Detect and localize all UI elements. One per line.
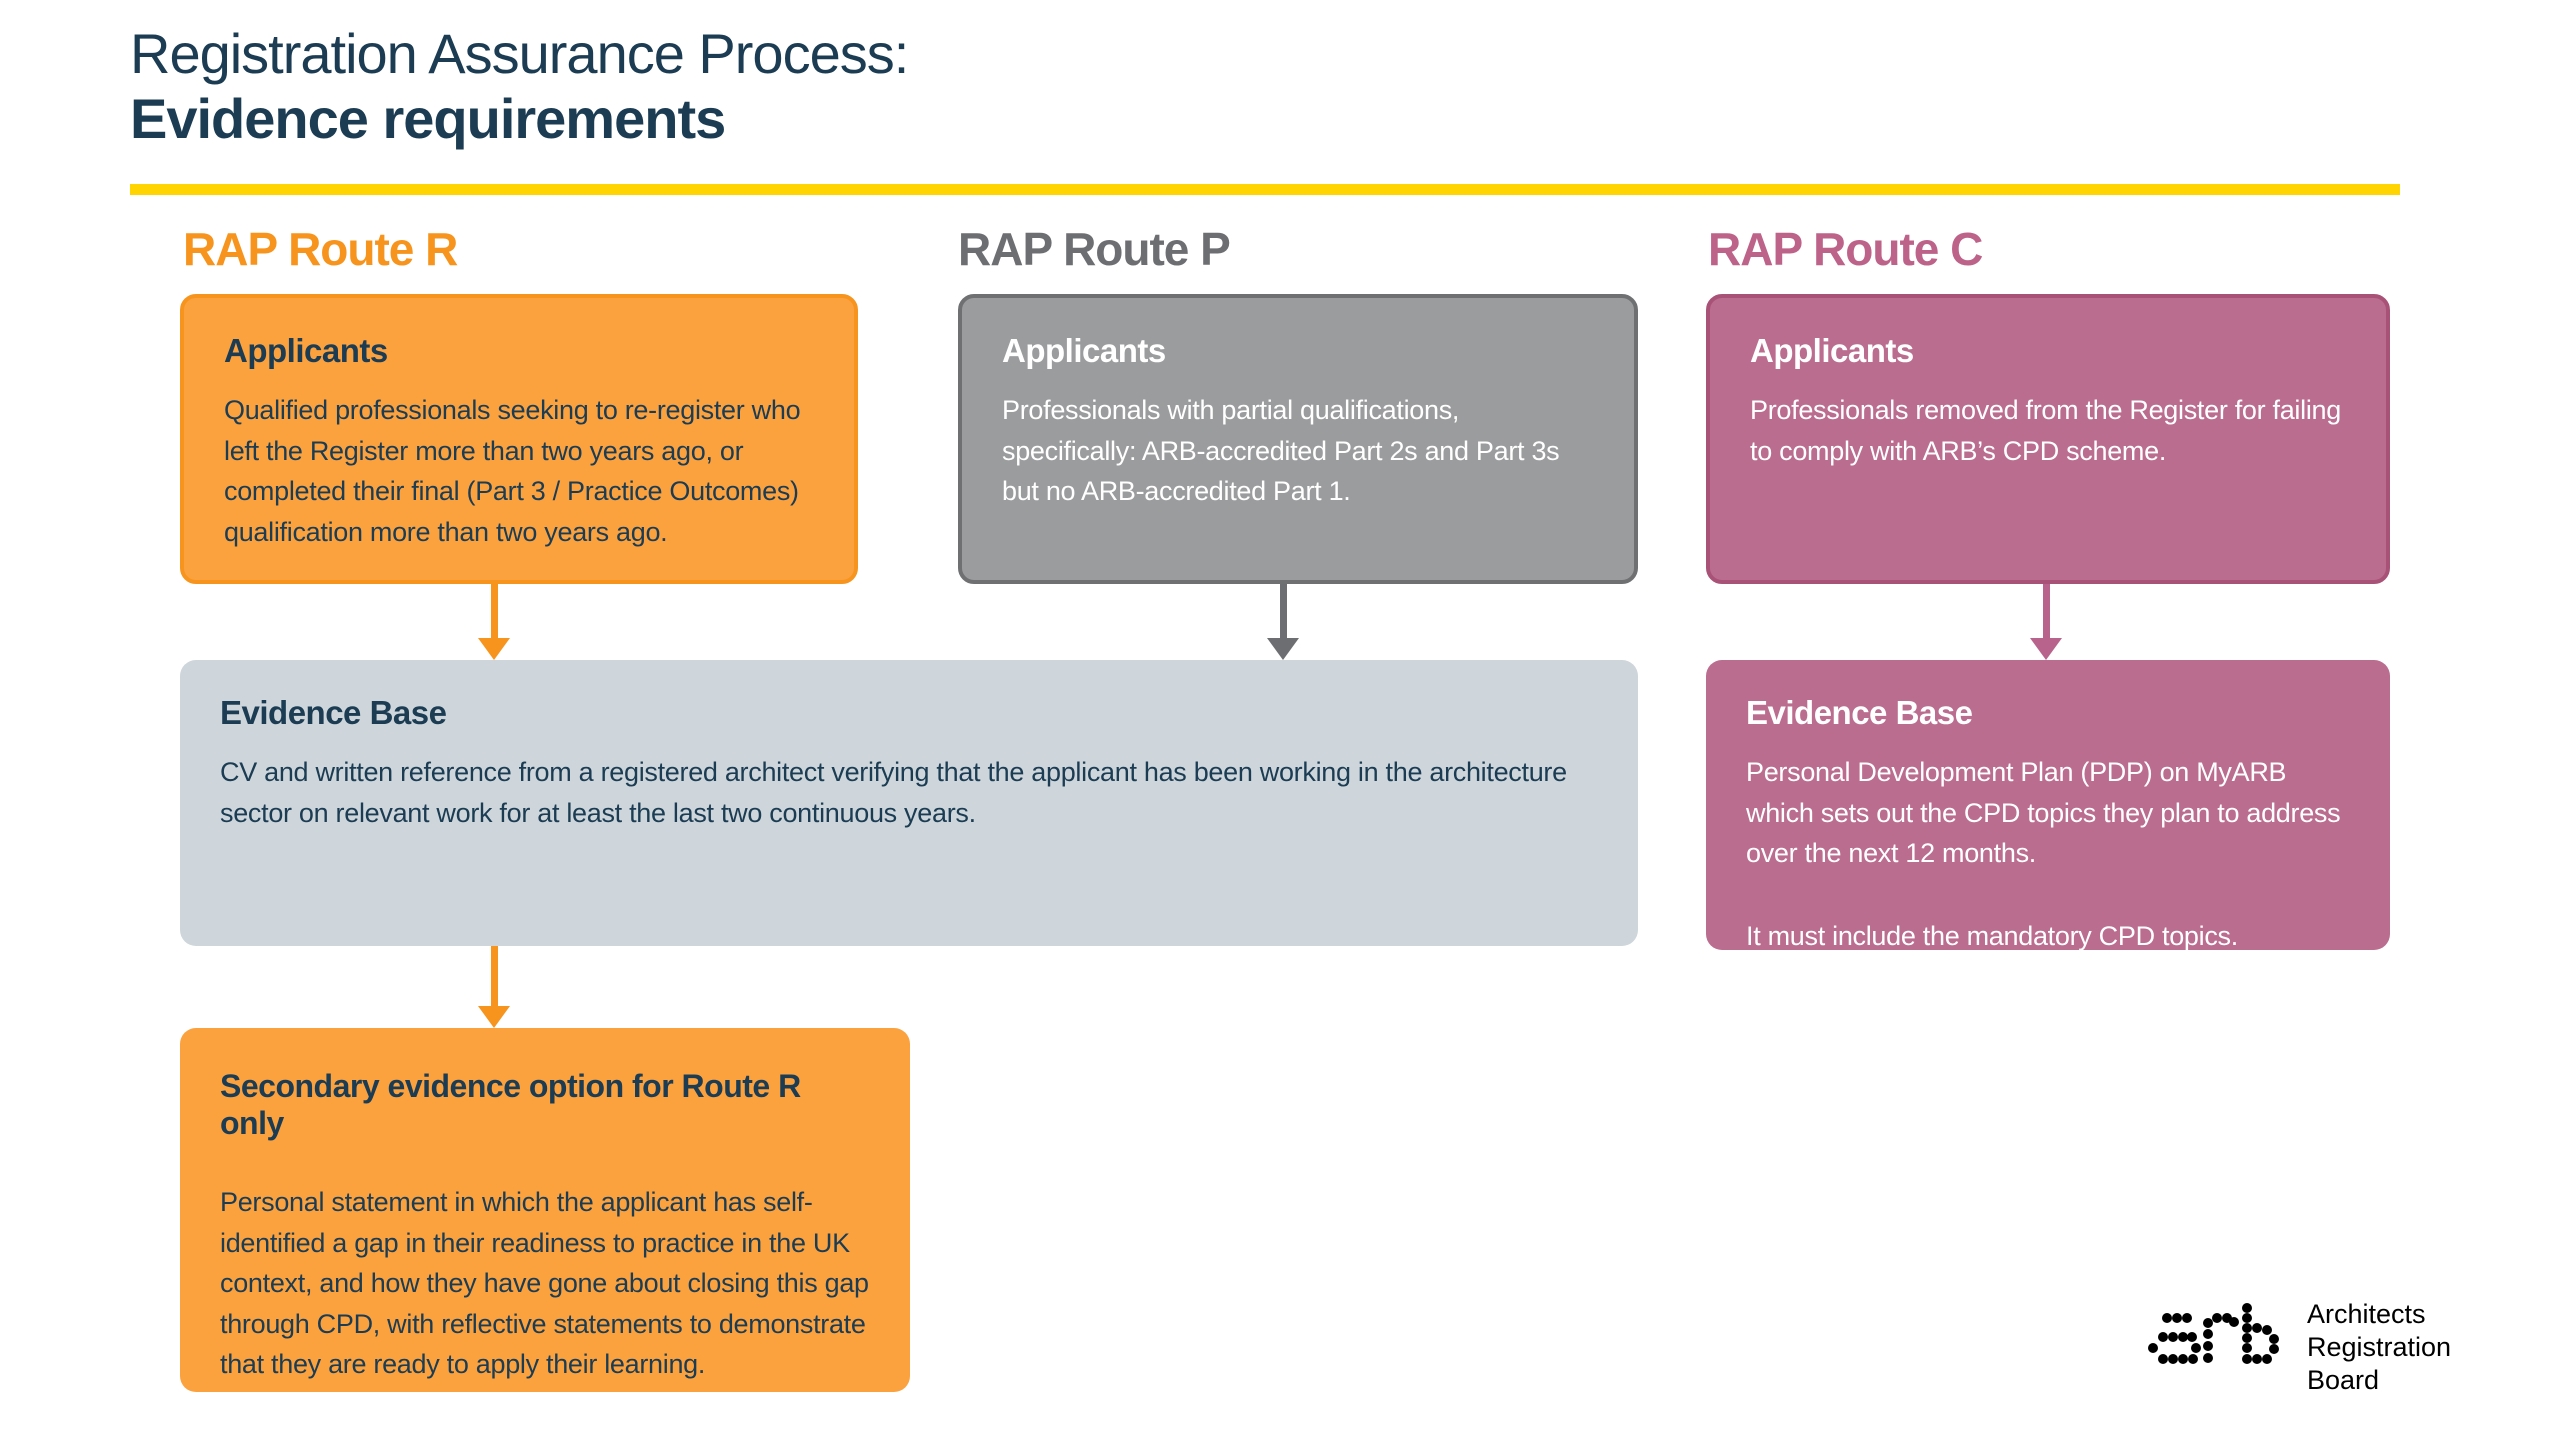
secondary-evidence-title: Secondary evidence option for Route R only xyxy=(220,1068,801,1141)
arrow-shaft xyxy=(1280,584,1287,638)
applicants-title-route-r: Applicants xyxy=(224,332,388,369)
applicants-title-route-p: Applicants xyxy=(1002,332,1166,369)
flow-arrow-route-c-icon xyxy=(2030,584,2062,660)
heading-rap-route-r: RAP Route R xyxy=(183,223,458,275)
page-title-line1: Registration Assurance Process: xyxy=(130,22,909,85)
evidence-base-box-route-c xyxy=(1706,660,2390,950)
applicants-box-route-p xyxy=(958,294,1638,584)
evidence-base-body2-route-c: It must include the mandatory CPD topics. xyxy=(1746,920,2238,951)
yellow-divider xyxy=(130,184,2400,195)
flow-arrow-route-r-icon xyxy=(478,584,510,660)
evidence-base-body1-route-c: Personal Development Plan (PDP) on MyARB which sets out the CPD topics they plan to address over the next 12 months. xyxy=(1746,757,2341,868)
evidence-base-title-route-c: Evidence Base xyxy=(1746,694,1973,731)
flow-arrow-route-r-secondary-icon xyxy=(478,946,510,1028)
arrow-head xyxy=(478,638,510,660)
heading-rap-route-c: RAP Route C xyxy=(1708,223,1983,275)
applicants-title-route-c: Applicants xyxy=(1750,332,1914,369)
secondary-evidence-box xyxy=(180,1028,910,1392)
evidence-base-box-shared xyxy=(180,660,1638,946)
evidence-base-title-shared: Evidence Base xyxy=(220,694,447,731)
arrow-head xyxy=(1267,638,1299,660)
applicants-body-route-c: Professionals removed from the Register for failing to comply with ARB’s CPD scheme. xyxy=(1750,395,2341,466)
applicants-box-route-c xyxy=(1706,294,2390,584)
applicants-box-route-r xyxy=(180,294,858,584)
arrow-head xyxy=(478,1006,510,1028)
arrow-head xyxy=(2030,638,2062,660)
flow-arrow-route-p-icon xyxy=(1267,584,1299,660)
applicants-body-route-r: Qualified professionals seeking to re-register who left the Register more than two years ago, or completed their final (Part 3 / Practice Outcomes) qualification more than two years ago. xyxy=(224,395,801,547)
arb-logo-text-line3: Board xyxy=(2307,1365,2380,1396)
secondary-evidence-body: Personal statement in which the applicant has self-identified a gap in their readiness to practice in the UK context, and how they have gone about closing this gap through CPD, with reflective statements to demonstrate that they are ready to apply their learning. xyxy=(220,1187,869,1379)
evidence-base-body-shared: CV and written reference from a registered architect verifying that the applicant has been working in the architecture sector on relevant work for at least the last two continuous years. xyxy=(220,757,1567,828)
page-title xyxy=(130,22,908,152)
applicants-body-route-p: Professionals with partial qualifications, specifically: ARB-accredited Part 2s and Part 3s but no ARB-accredited Part 1. xyxy=(1002,395,1560,506)
arrow-shaft xyxy=(2043,584,2050,638)
arb-logo xyxy=(2145,1296,2451,1398)
arrow-shaft xyxy=(491,584,498,638)
heading-rap-route-p: RAP Route P xyxy=(958,223,1230,275)
arb-logo-text-line1: Architects xyxy=(2307,1299,2426,1329)
arb-logo-text-line2: Registration xyxy=(2307,1332,2452,1363)
arrow-shaft xyxy=(491,946,498,1006)
arb-logo-mark-icon xyxy=(2145,1296,2285,1371)
page-title-line2: Evidence requirements xyxy=(130,86,726,150)
arb-logo-text xyxy=(2307,1298,2451,1398)
